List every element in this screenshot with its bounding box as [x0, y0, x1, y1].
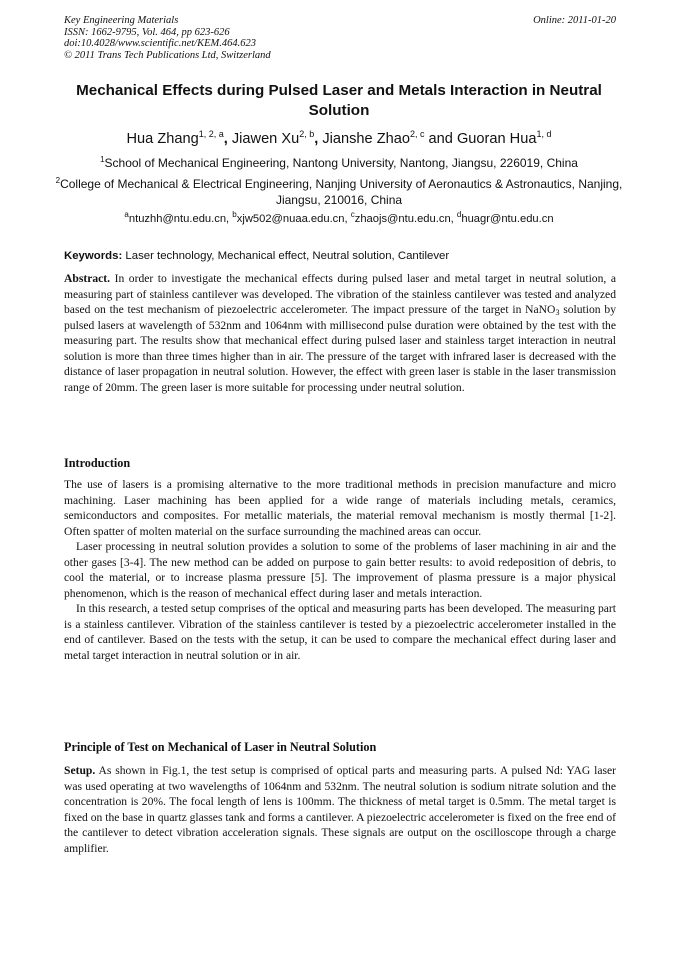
intro-paragraph-2: Laser processing in neutral solution provides a solution to some of the problems of laser machining in air and the other gases [3-4]. The new method can be added on purpose to gain better results: to avoid redeposition of debris, to cool the material, or to increase plasma pressure [5]. The improvement of plasma pressure is a major physical phenomenon, which is the reason of mechanical effect during laser and metals interaction. [64, 540, 616, 600]
abstract-label: Abstract. [64, 272, 111, 285]
author-superscript: 1, 2, a [198, 129, 224, 139]
author-superscript: 2, c [409, 129, 425, 139]
abstract-paragraph [64, 271, 616, 395]
affiliation-marker: 2 [55, 176, 61, 185]
email-address: huagr@ntu.edu.cn [461, 213, 554, 225]
email-list [40, 212, 638, 227]
intro-paragraph-1: The use of lasers is a promising alternative to the more traditional methods in precision manufacture and micro machining. Laser machining has been applied for a wide range of materials including metals, ceramics, semiconductors and composites. For metallic materials, the material removal mechanism is mostly thermal [1-2]. Often spatter of molten material on the surface surrounding the machined areas can occur. [64, 478, 616, 538]
email-address: zhaojs@ntu.edu.cn, [354, 213, 457, 225]
setup-paragraph [64, 763, 616, 856]
setup-label: Setup. [64, 764, 96, 777]
abstract-text-cont: solution by pulsed lasers at wavelength of 532nm and 1064nm with millisecond pulse duration were obtained by the test with the measuring part. The results show that mechanical effect during pulsed laser and stainless target interaction in neutral solution is more than three times higher than in air. The pressure of the target with infrared laser is decreased with the distance of laser propagation in neutral solution. However, the effect with green laser is stable in the laser transmission range of 20mm. The green laser is more suitable for processing under neutral solution. [64, 303, 616, 394]
journal-header [64, 15, 616, 61]
author-name: Hua Zhang [126, 131, 199, 147]
email-marker: c [350, 210, 355, 219]
affiliation-marker: 1 [100, 155, 105, 164]
subscript: 3 [555, 308, 560, 317]
email-marker: d [456, 210, 462, 219]
author-name: Guoran Hua [456, 131, 537, 147]
introduction-body [64, 477, 616, 663]
doi-line: doi:10.4028/www.scientific.net/KEM.464.623 [64, 38, 256, 49]
keywords-text: Laser technology, Mechanical effect, Neutral solution, Cantilever [122, 250, 450, 262]
keywords [64, 249, 616, 264]
copyright-line: © 2011 Trans Tech Publications Ltd, Switzerland [64, 49, 271, 61]
journal-name: Key Engineering Materials [64, 15, 179, 26]
affiliation-1 [40, 156, 638, 172]
paper-title: Mechanical Effects during Pulsed Laser and Metals Interaction in Neutral Solution [76, 82, 602, 119]
issn-line: ISSN: 1662-9795, Vol. 464, pp 623-626 [64, 26, 230, 38]
keywords-label: Keywords: [64, 250, 123, 262]
author-separator: and [424, 131, 457, 147]
online-date: Online: 2011-01-20 [533, 15, 616, 26]
email-marker: b [232, 210, 237, 219]
author-list [40, 129, 638, 149]
abstract [64, 271, 616, 395]
section-heading-principle: Principle of Test on Mechanical of Laser in Neutral Solution [64, 740, 377, 754]
author-separator: , [314, 131, 323, 147]
author-name: Jianshe Zhao [322, 131, 410, 147]
affiliation-2 [40, 177, 638, 208]
abstract-text: In order to investigate the mechanical effects during pulsed laser and metal target in neutral solution, a measuring part of stainless cantilever was developed. The vibration of the stainless cantilever was tested and analyzed based on the test mechanism of piezoelectric accelerometer. The impact pressure of the target in NaNO [64, 272, 616, 316]
author-superscript: 2, b [299, 129, 315, 139]
affiliation-text: College of Mechanical & Electrical Engineering, Nanjing University of Aeronautics & Astronautics, Nanjing, Jiangsu, 210016, China [60, 177, 623, 207]
author-superscript: 1, d [536, 129, 552, 139]
intro-paragraph-3: In this research, a tested setup comprises of the optical and measuring parts has been developed. The measuring part is a stainless cantilever. Vibration of the stainless cantilever is tested by a piezoelectric accelerometer installed in the end of cantilever. Based on the tests with the setup, it can be used to compare the mechanical effect during laser and metal target interaction in neutral solution or in air. [64, 602, 616, 662]
setup-text: As shown in Fig.1, the test setup is comprised of optical parts and measuring parts. A pulsed Nd: YAG laser was used operating at two wavelengths of 1064nm and 532nm. The neutral solution is sodium nitrate solution and the concentration is 20%. The focal length of lens is 100mm. The thickness of metal target is 0.5mm. The metal target is fixed on the base in quartz glasses tank and forms a cantilever. A piezoelectric accelerometer is fixed on the free end of the cantilever to detect vibration acceleration signals. These signals are output on the oscilloscope through a charge amplifier. [64, 764, 616, 855]
section-heading-introduction: Introduction [64, 456, 131, 470]
author-name: Jiawen Xu [231, 131, 300, 147]
affiliation-text: School of Mechanical Engineering, Nantong University, Nantong, Jiangsu, 226019, China [104, 156, 578, 170]
author-separator: , [223, 131, 232, 147]
email-address: xjw502@nuaa.edu.cn, [236, 213, 351, 225]
email-marker: a [124, 210, 129, 219]
email-address: ntuzhh@ntu.edu.cn, [128, 213, 233, 225]
setup-body [64, 763, 616, 856]
